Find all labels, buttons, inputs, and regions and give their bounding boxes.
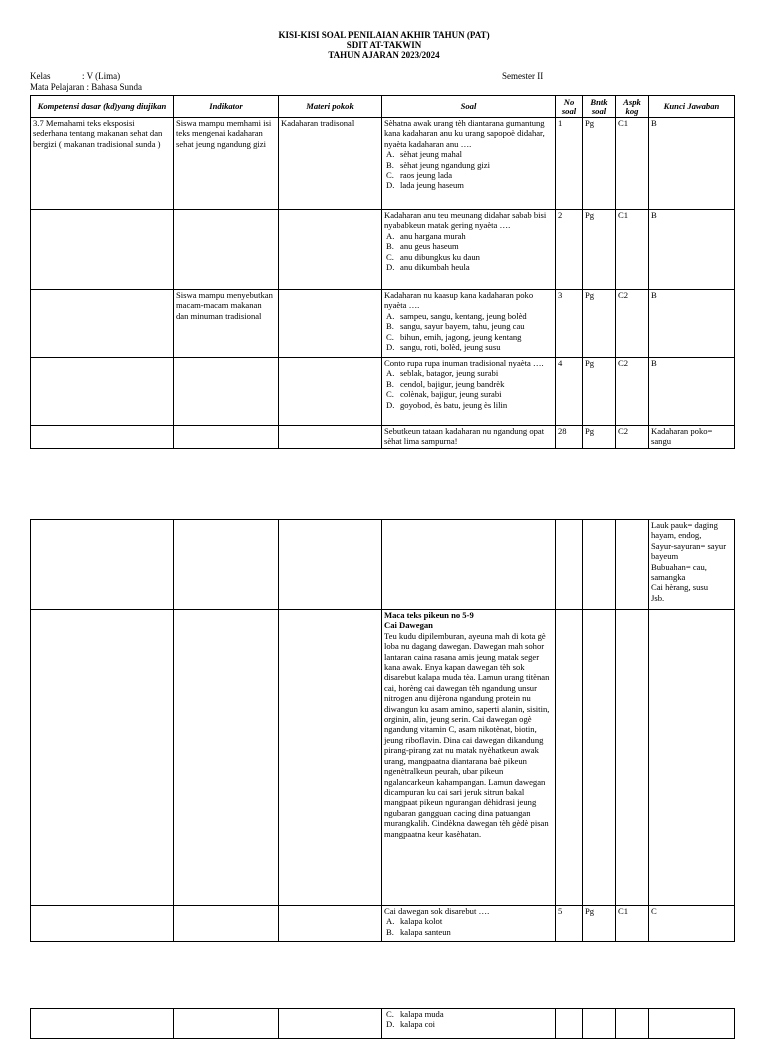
aspek-cell: C1 [616, 118, 649, 210]
indikator-cell [174, 358, 279, 426]
kd-cell [31, 290, 174, 358]
page-1 [0, 0, 768, 460]
kd-cell [31, 358, 174, 426]
aspek-cell: C1 [616, 210, 649, 290]
option-item: D. goyobod, ès batu, jeung ès lilin [386, 399, 508, 410]
subject-label: Mata Pelajaran : Bahasa Sunda [30, 82, 142, 92]
option-item: A. sèhat jeung mahal [386, 149, 463, 160]
no-cell [556, 610, 583, 906]
question-text: Conto rupa rupa inuman tradisional nyaèta …. [384, 358, 544, 368]
option-item: D. anu dikumbah heula [386, 262, 470, 273]
answer-options [384, 916, 553, 937]
header-kunci: Kunci Jawaban [649, 96, 735, 118]
option-item: B. sèhat jeung ngandung gizi [386, 159, 490, 170]
option-item: D. kalapa coi [386, 1019, 436, 1030]
indikator-cell [174, 520, 279, 610]
option-item: B. cendol, bajigur, jeung bandrèk [386, 378, 505, 389]
kd-cell [31, 906, 174, 942]
soal-cell [382, 358, 556, 426]
soal-cell [382, 906, 556, 942]
option-item: A. anu hargana murah [386, 230, 466, 241]
no-cell: 5 [556, 906, 583, 942]
bentuk-cell [583, 610, 616, 906]
soal-cell [382, 290, 556, 358]
aspek-cell: C2 [616, 290, 649, 358]
soal-cell [382, 520, 556, 610]
answer-options [384, 231, 553, 273]
reading-instruction: Maca teks pikeun no 5-9 [384, 610, 474, 620]
header-soal: Soal [382, 96, 556, 118]
answer-options [384, 311, 553, 353]
materi-cell [279, 520, 382, 610]
materi-cell [279, 290, 382, 358]
option-item: C. anu dibungkus ku daun [386, 251, 480, 262]
no-cell: 4 [556, 358, 583, 426]
table-row [31, 520, 735, 610]
table-row [31, 290, 735, 358]
kd-cell [31, 610, 174, 906]
soal-cell: Sebutkeun tataan kadaharan nu ngandung opat sèhat lima sampurna! [382, 426, 556, 449]
option-item: A. kalapa kolot [386, 916, 443, 927]
kd-cell: 3.7 Memahami teks eksposisi sederhana tentang makanan sehat dan bergizi ( makanan tradisional sunda ) [31, 118, 174, 210]
bentuk-cell: Pg [583, 118, 616, 210]
table-row [31, 118, 735, 210]
option-item: D. sangu, roti, bolèd, jeung susu [386, 342, 501, 353]
question-grid-table [30, 95, 735, 449]
materi-cell [279, 906, 382, 942]
table-header-row [31, 96, 735, 118]
option-item: B. anu geus haseum [386, 241, 459, 252]
bentuk-cell [583, 520, 616, 610]
table-row [31, 210, 735, 290]
indikator-cell [174, 610, 279, 906]
reading-text: Teu kudu dipilemburan, ayeuna mah di kota gè loba nu dagang dawegan. Dawegan mah sohor lantaran caina rasana amis jeung matak seger kana awak. Enya kapan dawegan tèh sok disarebut kalapa muda tèa. Lamun urang titènan cai, horèng cai dawegan tèh ngandung unsur nitrogen anu dijèrona ngandung protein nu diwangun ku asam amino, saperti alanin, sisitin, orginin, alin, jeung serin. Cai dawegan ogè ngandung vitamin C, asam nikotènat, biotin, jeung riboflavin. Dina cai dawegan dikandung pirang-pirang zat nu matak nyèhatkeun awak urang, mangpaatna diantarana baè pikeun ngenètralkeun peurah, ubar pikeun ngalancarkeun kahampangan. Lamun dawegan dicampuran ku cai sari jeruk sitrun bakal mangpaat pikeun ngurangan dèhidrasi jeung ngubaran gangguan cacing dina patuangan murangkalih. Cindèkna dawegan tèh gèdè pisan mangpaatna keur kasèhatan. [384, 630, 550, 839]
aspek-cell: C2 [616, 426, 649, 449]
question-text: Sèhatna awak urang tèh diantarana gumantung kana kadaharan anu ku urang sapopoè didahar, nyaèta kadaharan anu …. [384, 118, 545, 149]
header-no: No soal [556, 96, 583, 118]
header-bentuk: Bntk soal [583, 96, 616, 118]
page-3 [0, 1000, 768, 1030]
materi-cell: Kadaharan tradisonal [279, 118, 382, 210]
semester-label: Semester II [502, 71, 544, 81]
academic-year: TAHUN AJARAN 2023/2024 [328, 50, 440, 60]
bentuk-cell: Pg [583, 358, 616, 426]
materi-cell [279, 210, 382, 290]
header-kd: Kompetensi dasar (kd)yang diujikan [31, 96, 174, 118]
class-label: Kelas : V (Lima) [30, 71, 121, 81]
indikator-cell [174, 426, 279, 449]
materi-cell [279, 610, 382, 906]
no-cell: 3 [556, 290, 583, 358]
indikator-cell: Siswa mampu memhami isi teks mengenai kadaharan sehat jeung ngandung gizi [174, 118, 279, 210]
question-text: Kadaharan anu teu meunang didahar sabab bisi nyababkeun matak gering nyaèta …. [384, 210, 547, 231]
option-item: D. lada jeung haseum [386, 180, 464, 191]
document-title: KISI-KISI SOAL PENILAIAN AKHIR TAHUN (PAT) [278, 30, 490, 40]
kunci-cell: Kadaharan poko= sangu [649, 426, 735, 449]
table-row [31, 906, 735, 942]
option-item: A. seblak, batagor, jeung surabi [386, 368, 499, 379]
no-cell: 28 [556, 426, 583, 449]
option-item: C. colènak, bajigur, jeung surabi [386, 389, 502, 400]
no-cell [556, 520, 583, 610]
table-row [31, 426, 735, 449]
aspek-cell: C1 [616, 906, 649, 942]
bentuk-cell: Pg [583, 426, 616, 449]
option-item: B. kalapa santeun [386, 926, 451, 937]
answer-options [384, 149, 553, 191]
kd-cell [31, 520, 174, 610]
soal-cell [382, 210, 556, 290]
option-item: C. kalapa muda [386, 1009, 444, 1019]
reading-passage-cell [382, 610, 556, 906]
aspek-cell [616, 610, 649, 906]
no-cell: 2 [556, 210, 583, 290]
header-aspek: Aspk kog [616, 96, 649, 118]
table-row [31, 358, 735, 426]
indikator-cell: Siswa mampu menyebutkan macam-macam makanan dan minuman tradisional [174, 290, 279, 358]
option-item: B. sangu, sayur bayem, tahu, jeung cau [386, 321, 525, 332]
aspek-cell [616, 520, 649, 610]
bentuk-cell: Pg [583, 210, 616, 290]
question-grid-table-continued [30, 519, 735, 942]
question-text: Cai dawegan sok disarebut …. [384, 906, 490, 916]
option-item: C. bihun, emih, jagong, jeung kentang [386, 331, 522, 342]
table-row [31, 610, 735, 906]
school-name: SDIT AT-TAKWIN [346, 40, 422, 50]
kunci-cell: B [649, 358, 735, 426]
kunci-cell: B [649, 118, 735, 210]
kunci-cell: B [649, 210, 735, 290]
answer-options [384, 1009, 553, 1030]
bentuk-cell: Pg [583, 906, 616, 942]
header-indikator: Indikator [174, 96, 279, 118]
bentuk-cell: Pg [583, 290, 616, 358]
header-materi: Materi pokok [279, 96, 382, 118]
reading-title: Cai Dawegan [384, 620, 433, 631]
kunci-cell [649, 610, 735, 906]
kunci-cell: Lauk pauk= daging hayam, endog, Sayur-sayuran= sayur bayeum Bubuahan= cau, samangka Cai hèrang, susu Jsb. [649, 520, 735, 610]
kd-cell [31, 426, 174, 449]
option-item: A. sampeu, sangu, kentang, jeung bolèd [386, 310, 527, 321]
kunci-cell: B [649, 290, 735, 358]
materi-cell [279, 358, 382, 426]
materi-cell [279, 426, 382, 449]
answer-options [384, 368, 553, 410]
indikator-cell [174, 210, 279, 290]
page-2 [0, 480, 768, 992]
no-cell: 1 [556, 118, 583, 210]
question-text: Kadaharan nu kaasup kana kadaharan poko nyaèta …. [384, 290, 534, 311]
aspek-cell: C2 [616, 358, 649, 426]
soal-cell [382, 118, 556, 210]
kunci-cell: C [649, 906, 735, 942]
option-item: C. raos jeung lada [386, 170, 453, 181]
kd-cell [31, 210, 174, 290]
indikator-cell [174, 906, 279, 942]
